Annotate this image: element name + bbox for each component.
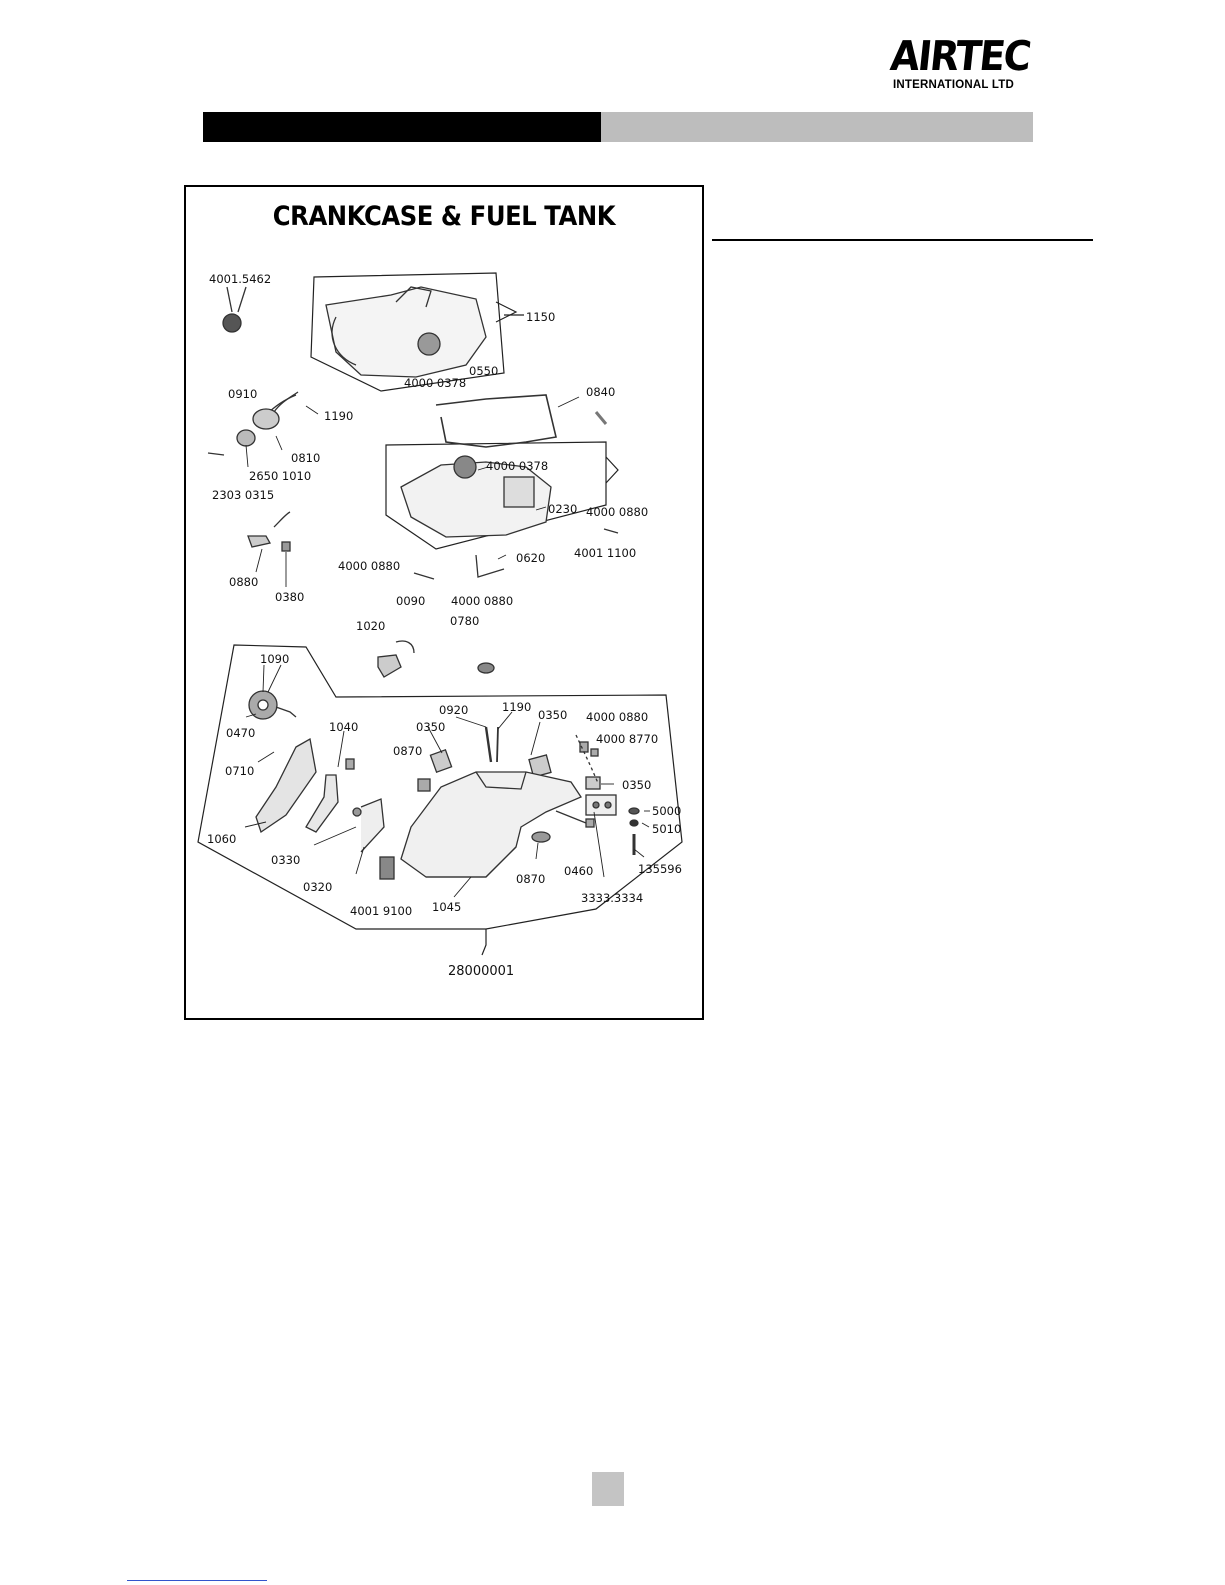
label-1190-b: 1190 [502, 700, 532, 714]
label-2303-0315: 2303 0315 [212, 488, 275, 502]
label-0620: 0620 [516, 551, 546, 565]
label-0460: 0460 [564, 864, 594, 878]
label-4000-0880-a: 4000 0880 [586, 505, 649, 519]
label-0810: 0810 [291, 451, 321, 465]
header-bar-grey [601, 112, 1033, 142]
label-1190-a: 1190 [324, 409, 354, 423]
footer-link-underline[interactable] [127, 1580, 267, 1581]
label-4001-1100: 4001 1100 [574, 546, 637, 560]
label-0350-c: 0350 [622, 778, 652, 792]
label-0840: 0840 [586, 385, 616, 399]
label-0350-b: 0350 [538, 708, 568, 722]
label-1060: 1060 [207, 832, 237, 846]
upper-crankcase-sketch [326, 287, 486, 377]
label-0550: 0550 [469, 364, 499, 378]
label-4000-0378-a: 4000 0378 [404, 376, 467, 390]
gasket-0840 [436, 395, 556, 447]
logo-subtitle: INTERNATIONAL LTD [893, 79, 1014, 91]
part-4001-5462 [223, 314, 241, 332]
header-bar-black [203, 112, 601, 142]
label-5000: 5000 [652, 804, 682, 818]
page-number-box [592, 1472, 624, 1506]
label-0880: 0880 [229, 575, 259, 589]
label-0330: 0330 [271, 853, 301, 867]
header-bar [203, 112, 1033, 142]
label-0780: 0780 [450, 614, 480, 628]
label-4000-0880-b: 4000 0880 [338, 559, 401, 573]
label-1090: 1090 [260, 652, 290, 666]
part-1020 [378, 655, 401, 677]
label-1020: 1020 [356, 619, 386, 633]
label-0380: 0380 [275, 590, 305, 604]
logo-wordmark: AIRTEC [888, 32, 1032, 80]
lever-1040 [306, 775, 338, 832]
label-0350-a: 0350 [416, 720, 446, 734]
airtec-logo [888, 32, 1033, 92]
label-3333-3334: 3333.3334 [581, 891, 644, 905]
label-0470: 0470 [226, 726, 256, 740]
label-0090: 0090 [396, 594, 426, 608]
label-4000-8770: 4000 8770 [596, 732, 659, 746]
exploded-parts-diagram [184, 185, 704, 1020]
handle-1060 [256, 739, 316, 832]
label-4000-0880-d: 4000 0880 [586, 710, 649, 724]
diagram-title: CRANKCASE & FUEL TANK [272, 201, 616, 232]
label-4001-5462: 4001.5462 [209, 272, 272, 286]
label-2650-1010: 2650 1010 [249, 469, 312, 483]
label-28000001: 28000001 [448, 964, 515, 979]
label-1045: 1045 [432, 900, 462, 914]
label-1150: 1150 [526, 310, 556, 324]
label-1040: 1040 [329, 720, 359, 734]
label-4000-0378-b: 4000 0378 [486, 459, 549, 473]
label-4001-9100: 4001 9100 [350, 904, 413, 918]
label-4000-0880-c: 4000 0880 [451, 594, 514, 608]
parts-drawing [186, 187, 702, 1018]
label-0710: 0710 [225, 764, 255, 778]
section-rule [712, 239, 1093, 241]
label-0920: 0920 [439, 703, 469, 717]
label-0870-b: 0870 [516, 872, 546, 886]
label-0230: 0230 [548, 502, 578, 516]
label-5010: 5010 [652, 822, 682, 836]
part-0810 [253, 409, 279, 429]
label-0910: 0910 [228, 387, 258, 401]
label-135596: 135596 [638, 862, 682, 876]
label-0870-a: 0870 [393, 744, 423, 758]
label-0320: 0320 [303, 880, 333, 894]
